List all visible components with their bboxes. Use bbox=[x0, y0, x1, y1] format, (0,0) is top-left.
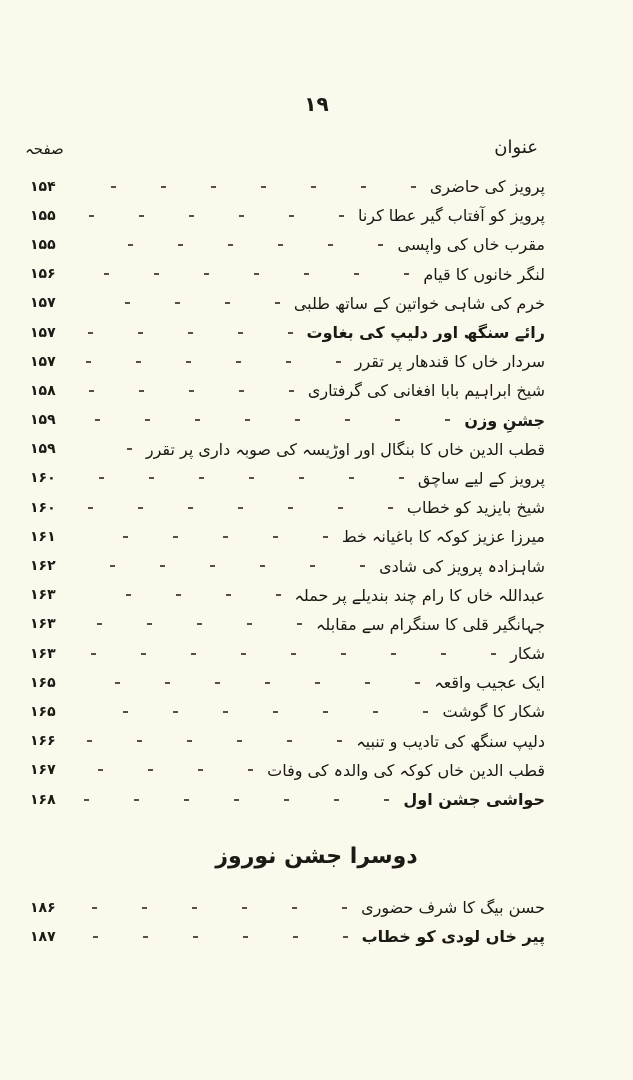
toc-entry bbox=[0, 201, 633, 230]
section-heading: دوسرا جشن نوروز bbox=[215, 844, 418, 869]
toc-entry bbox=[0, 668, 633, 697]
entry-page-number: ۱۵۷ bbox=[30, 295, 56, 312]
table-of-contents-second-section bbox=[0, 893, 633, 951]
entry-title: پیر خاں لودی کو خطاب bbox=[361, 927, 545, 947]
dash-leaders bbox=[84, 390, 294, 392]
dash-leaders bbox=[84, 799, 389, 801]
entry-title: شیخ بایزید کو خطاب bbox=[406, 498, 545, 518]
dash-leaders bbox=[84, 244, 383, 246]
entry-page-number: ۱۵۹ bbox=[30, 412, 56, 429]
entry-page-number: ۱۵۶ bbox=[30, 266, 56, 283]
toc-entry bbox=[0, 464, 633, 493]
entry-page-number: ۱۶۳ bbox=[30, 645, 56, 662]
entry-page-number: ۱۶۸ bbox=[30, 791, 56, 808]
toc-entry bbox=[0, 347, 633, 376]
entry-page-number: ۱۵۵ bbox=[30, 236, 56, 253]
entry-title: شکار bbox=[510, 644, 545, 664]
entry-title: پرویز کے لیے ساچق bbox=[417, 468, 545, 488]
entry-page-number: ۱۶۷ bbox=[30, 762, 56, 779]
toc-entry bbox=[0, 522, 633, 551]
dash-leaders bbox=[84, 682, 420, 684]
entry-page-number: ۱۵۵ bbox=[30, 207, 56, 224]
entry-title: مقرب خاں کی واپسی bbox=[397, 235, 545, 255]
dash-leaders bbox=[84, 594, 281, 596]
toc-entry bbox=[0, 610, 633, 639]
toc-entry bbox=[0, 756, 633, 785]
entry-page-number: ۱۵۸ bbox=[30, 382, 56, 399]
dash-leaders bbox=[84, 623, 302, 625]
toc-entry bbox=[0, 435, 633, 464]
dash-leaders bbox=[84, 419, 450, 421]
entry-page-number: ۱۶۳ bbox=[30, 616, 56, 633]
dash-leaders bbox=[84, 565, 365, 567]
dash-leaders bbox=[84, 936, 348, 938]
entry-page-number: ۱۶۲ bbox=[30, 558, 56, 575]
entry-page-number: ۱۸۷ bbox=[30, 928, 56, 945]
entry-title: دلیپ سنگھ کی تادیب و تنبیہ bbox=[356, 731, 545, 751]
entry-page-number: ۱۶۰ bbox=[30, 499, 56, 516]
entry-title: ایک عجیب واقعہ bbox=[434, 673, 545, 693]
page-number: ۱۹ bbox=[304, 92, 329, 116]
entry-title: لنگر خانوں کا قیام bbox=[423, 264, 545, 284]
table-of-contents bbox=[0, 172, 633, 814]
entry-title: قطب الدین خاں کا بنگال اور اوڑیسہ کی صوبہ داری پر تقرر bbox=[145, 439, 545, 459]
dash-leaders bbox=[84, 477, 404, 479]
toc-entry bbox=[0, 893, 633, 922]
toc-entry bbox=[0, 551, 633, 580]
toc-entry bbox=[0, 260, 633, 289]
dash-leaders bbox=[84, 273, 409, 275]
toc-entry bbox=[0, 785, 633, 814]
entry-page-number: ۱۵۷ bbox=[30, 324, 56, 341]
dash-leaders bbox=[84, 361, 341, 363]
dash-leaders bbox=[84, 769, 253, 771]
entry-title: پرویز کو آفتاب گیر عطا کرنا bbox=[357, 206, 545, 226]
title-column-header: عنوان bbox=[494, 137, 538, 158]
toc-entry bbox=[0, 493, 633, 522]
entry-title: میرزا عزیز کوکہ کا باغیانہ خط bbox=[341, 527, 545, 547]
entry-page-number: ۱۵۴ bbox=[30, 178, 56, 195]
entry-title: حواشی جشن اول bbox=[403, 790, 545, 810]
entry-page-number: ۱۶۶ bbox=[30, 733, 56, 750]
dash-leaders bbox=[84, 653, 496, 655]
toc-entry bbox=[0, 727, 633, 756]
toc-entry bbox=[0, 639, 633, 668]
dash-leaders bbox=[84, 332, 293, 334]
toc-entry bbox=[0, 697, 633, 726]
toc-entry bbox=[0, 922, 633, 951]
entry-title: خرم کی شاہی خواتین کے ساتھ طلبی bbox=[293, 293, 545, 313]
entry-page-number: ۱۵۷ bbox=[30, 353, 56, 370]
entry-page-number: ۱۸۶ bbox=[30, 899, 56, 916]
entry-title: شاہزادہ پرویز کی شادی bbox=[379, 556, 545, 576]
dash-leaders bbox=[84, 507, 393, 509]
entry-title: عبداللہ خاں کا رام چند بندیلے پر حملہ bbox=[294, 585, 545, 605]
toc-entry bbox=[0, 289, 633, 318]
dash-leaders bbox=[84, 448, 132, 450]
entry-title: جشنِ وزن bbox=[464, 410, 545, 430]
entry-title: شکار کا گوشت bbox=[442, 702, 545, 722]
toc-entry bbox=[0, 318, 633, 347]
toc-entry bbox=[0, 172, 633, 201]
entry-title: جہانگیر قلی کا سنگرام سے مقابلہ bbox=[316, 614, 545, 634]
toc-entry bbox=[0, 230, 633, 259]
dash-leaders bbox=[84, 215, 344, 217]
dash-leaders bbox=[84, 302, 280, 304]
dash-leaders bbox=[84, 907, 347, 909]
toc-entry bbox=[0, 406, 633, 435]
entry-page-number: ۱۶۵ bbox=[30, 674, 56, 691]
toc-entry bbox=[0, 581, 633, 610]
entry-page-number: ۱۵۹ bbox=[30, 441, 56, 458]
entry-title: قطب الدین خاں کوکہ کی والدہ کی وفات bbox=[267, 760, 545, 780]
entry-page-number: ۱۶۱ bbox=[30, 528, 56, 545]
dash-leaders bbox=[84, 711, 428, 713]
entry-title: رائے سنگھ اور دلیپ کی بغاوت bbox=[306, 323, 545, 343]
entry-page-number: ۱۶۳ bbox=[30, 587, 56, 604]
entry-title: سردار خاں کا قندھار پر تقرر bbox=[354, 352, 545, 372]
page-column-header: صفحہ bbox=[25, 140, 64, 158]
entry-page-number: ۱۶۵ bbox=[30, 703, 56, 720]
entry-page-number: ۱۶۰ bbox=[30, 470, 56, 487]
toc-entry bbox=[0, 376, 633, 405]
dash-leaders bbox=[84, 186, 416, 188]
dash-leaders bbox=[84, 740, 342, 742]
entry-title: پرویز کی حاضری bbox=[429, 177, 545, 197]
entry-title: شیخ ابراہیم بابا افغانی کی گرفتاری bbox=[307, 381, 545, 401]
dash-leaders bbox=[84, 536, 328, 538]
entry-title: حسن بیگ کا شرف حضوری bbox=[361, 898, 545, 918]
